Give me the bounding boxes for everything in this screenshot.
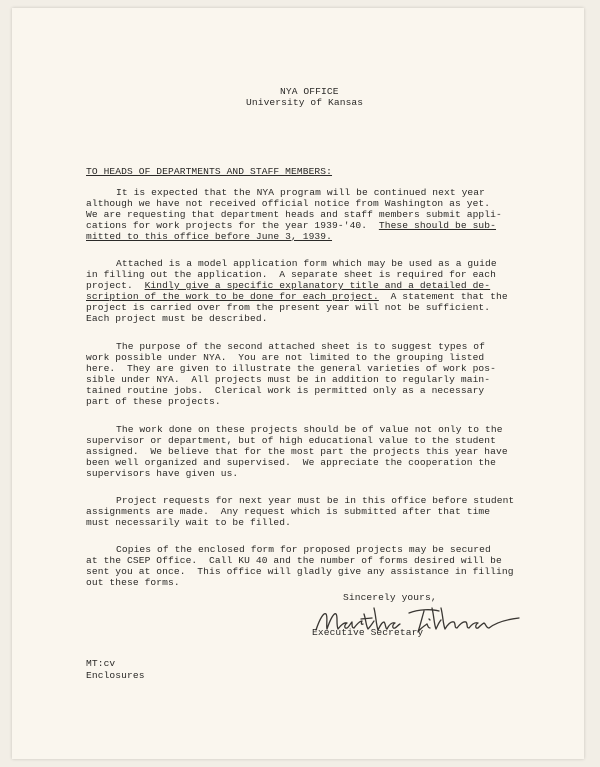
paragraph-6-line: Copies of the enclosed form for proposed projects may be secured <box>116 544 491 555</box>
paragraph-5-line: Project requests for next year must be in this office before student <box>116 495 515 506</box>
paragraph-3-line: work possible under NYA. You are not limited to the grouping listed <box>86 352 485 363</box>
paragraph-2-line <box>86 291 508 302</box>
paragraph-3-line: here. They are given to illustrate the general varieties of work pos- <box>86 363 497 374</box>
typist-initials: MT:cv <box>86 658 116 669</box>
paragraph-4-line: supervisor or department, but of high educational value to the student <box>86 435 497 446</box>
deadline-emphasis: These should be sub- <box>378 220 497 231</box>
paragraph-2-line: Each project must be described. <box>86 313 268 324</box>
instruction-emphasis: Kindly give a specific explanatory title and a detailed de- <box>144 280 491 291</box>
salutation: TO HEADS OF DEPARTMENTS AND STAFF MEMBERS: <box>86 166 333 177</box>
closing: Sincerely yours, <box>343 592 437 603</box>
instruction-emphasis: scription of the work to be done for each project. <box>86 291 379 302</box>
paragraph-2-text: A statement that the <box>378 291 508 302</box>
paragraph-3-line: The purpose of the second attached sheet is to suggest types of <box>116 341 486 352</box>
paragraph-5-line: must necessarily wait to be filled. <box>86 517 292 528</box>
paragraph-4-line: supervisors have given us. <box>86 468 239 479</box>
paragraph-2-line: Attached is a model application form which may be used as a guide <box>116 258 497 269</box>
deadline-emphasis: mitted to this office before June 3, 1939. <box>86 231 333 242</box>
header-university: University of Kansas <box>246 97 364 108</box>
paragraph-4-line: assigned. We believe that for the most part the projects this year have <box>86 446 508 457</box>
paragraph-1-text: cations for work projects for the year 1939-'40. <box>86 220 379 231</box>
paragraph-5-line: assignments are made. Any request which is submitted after that time <box>86 506 491 517</box>
header-office: NYA OFFICE <box>280 86 339 97</box>
paragraph-6-line: sent you at once. This office will gladly give any assistance in filling <box>86 566 514 577</box>
paragraph-1-line: although we have not received official notice from Washington as yet. <box>86 198 491 209</box>
paragraph-4-line: The work done on these projects should be of value not only to the <box>116 424 503 435</box>
letter-page <box>12 8 584 759</box>
signer-title: Executive Secretary <box>312 627 424 638</box>
paragraph-3-line: sible under NYA. All projects must be in addition to regularly main- <box>86 374 491 385</box>
paragraph-2-line: in filling out the application. A separate sheet is required for each <box>86 269 497 280</box>
paragraph-3-line: tained routine jobs. Clerical work is permitted only as a necessary <box>86 385 485 396</box>
paragraph-2-line: project is carried over from the present year will not be sufficient. <box>86 302 491 313</box>
paragraph-6-line: out these forms. <box>86 577 180 588</box>
paragraph-1-line: It is expected that the NYA program will be continued next year <box>116 187 486 198</box>
paragraph-2-line <box>86 280 490 291</box>
paragraph-6-line: at the CSEP Office. Call KU 40 and the number of forms desired will be <box>86 555 502 566</box>
enclosures-note: Enclosures <box>86 670 145 681</box>
paragraph-1-line <box>86 220 496 231</box>
paragraph-2-text: project. <box>86 280 145 291</box>
paragraph-3-line: part of these projects. <box>86 396 221 407</box>
paragraph-4-line: been well organized and supervised. We appreciate the cooperation the <box>86 457 497 468</box>
paragraph-1-line: We are requesting that department heads and staff members submit appli- <box>86 209 502 220</box>
